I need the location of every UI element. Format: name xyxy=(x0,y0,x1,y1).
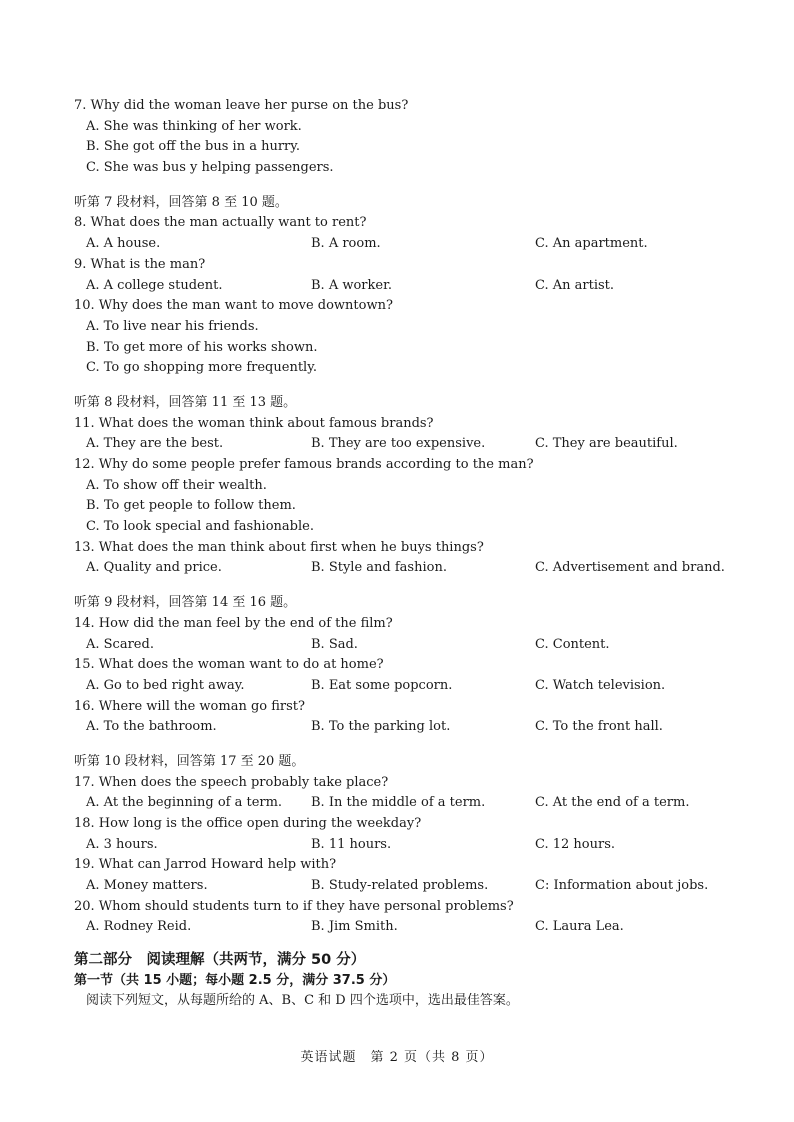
q14-option-a: A. Scared. xyxy=(86,636,154,652)
q11-option-a: A. They are the best. xyxy=(86,436,224,452)
q20-option-c: C. Laura Lea. xyxy=(535,919,624,935)
q19-option-c: C: Information about jobs. xyxy=(535,878,709,894)
q8-option-c: C. An apartment. xyxy=(535,236,648,252)
question-15: 15. What does the woman want to do at home? xyxy=(74,657,384,673)
q8-option-b: B. A room. xyxy=(311,236,381,252)
q16-options xyxy=(74,717,734,738)
q13-option-a: A. Quality and price. xyxy=(86,560,222,576)
q14-option-c: C. Content. xyxy=(535,636,610,652)
q10-option-c: C. To go shopping more frequently. xyxy=(86,360,317,376)
q15-option-a: A. Go to bed right away. xyxy=(86,677,245,693)
question-7: 7. Why did the woman leave her purse on the bus? xyxy=(74,98,409,113)
q7-option-a: A. She was thinking of her work. xyxy=(86,118,302,134)
q10-option-a: A. To live near his friends. xyxy=(86,318,259,334)
part-2-title: 第二部分 阅读理解（共两节，满分 50 分） xyxy=(74,952,366,969)
section-7-header: 听第 7 段材料，回答第 8 至 10 题。 xyxy=(74,194,288,210)
q18-option-a: A. 3 hours. xyxy=(86,836,158,852)
q7-option-c: C. She was bus y helping passengers. xyxy=(86,160,334,176)
question-16: 16. Where will the woman go first? xyxy=(74,698,305,714)
q20-option-a: A. Rodney Reid. xyxy=(86,919,192,935)
q9-option-c: C. An artist. xyxy=(535,277,615,293)
q13-options xyxy=(74,558,734,579)
section-10-header: 听第 10 段材料，回答第 17 至 20 题。 xyxy=(74,753,305,769)
q12-option-c: C. To look special and fashionable. xyxy=(86,519,314,535)
q18-options xyxy=(74,835,734,856)
q9-option-b: B. A worker. xyxy=(311,277,392,293)
q16-option-b: B. To the parking lot. xyxy=(311,719,451,735)
question-20: 20. Whom should students turn to if they have personal problems? xyxy=(74,898,514,914)
q13-option-b: B. Style and fashion. xyxy=(311,560,447,576)
section-9-header: 听第 9 段材料，回答第 14 至 16 题。 xyxy=(74,595,297,611)
q16-option-a: A. To the bathroom. xyxy=(86,719,217,735)
page-footer: 英语试题 第 2 页（共 8 页） xyxy=(300,1050,494,1065)
q17-option-b: B. In the middle of a term. xyxy=(311,795,486,811)
q15-option-c: C. Watch television. xyxy=(535,677,666,693)
question-13: 13. What does the man think about first when he buys things? xyxy=(74,539,484,555)
q19-options xyxy=(74,876,734,897)
question-14: 14. How did the man feel by the end of the film? xyxy=(74,615,393,631)
q8-options xyxy=(74,234,734,255)
q10-option-b: B. To get more of his works shown. xyxy=(86,339,318,355)
q9-options xyxy=(74,276,734,297)
q17-option-a: A. At the beginning of a term. xyxy=(86,795,283,811)
q11-option-b: B. They are too expensive. xyxy=(311,436,486,452)
question-19: 19. What can Jarrod Howard help with? xyxy=(74,857,337,873)
q17-options xyxy=(74,793,734,814)
question-9: 9. What is the man? xyxy=(74,256,206,272)
q18-option-c: C. 12 hours. xyxy=(535,836,616,852)
q20-options xyxy=(74,917,734,938)
q8-option-a: A. A house. xyxy=(86,236,161,252)
q11-option-c: C. They are beautiful. xyxy=(535,436,678,452)
q9-option-a: A. A college student. xyxy=(86,277,223,293)
q15-options xyxy=(74,676,734,697)
q13-option-c: C. Advertisement and brand. xyxy=(535,560,725,576)
question-10: 10. Why does the man want to move downtown? xyxy=(74,298,393,314)
section-8-header: 听第 8 段材料，回答第 11 至 13 题。 xyxy=(74,394,297,410)
q12-option-b: B. To get people to follow them. xyxy=(86,498,296,514)
question-8: 8. What does the man actually want to rent? xyxy=(74,215,367,231)
q15-option-b: B. Eat some popcorn. xyxy=(311,677,453,693)
q7-option-b: B. She got off the bus in a hurry. xyxy=(86,139,301,155)
page-content xyxy=(74,96,734,1012)
q12-option-a: A. To show off their wealth. xyxy=(86,477,267,493)
question-17: 17. When does the speech probably take place? xyxy=(74,774,389,790)
part-2-instruction: 阅读下列短文，从每题所给的 A、B、C 和 D 四个选项中，选出最佳答案。 xyxy=(86,993,519,1009)
q18-option-b: B. 11 hours. xyxy=(311,836,392,852)
q20-option-b: B. Jim Smith. xyxy=(311,919,398,935)
q17-option-c: C. At the end of a term. xyxy=(535,795,690,811)
question-11: 11. What does the woman think about famous brands? xyxy=(74,415,434,431)
question-12: 12. Why do some people prefer famous brands according to the man? xyxy=(74,457,534,472)
part-2-section-1-title: 第一节（共 15 小题；每小题 2.5 分，满分 37.5 分） xyxy=(74,973,396,989)
question-18: 18. How long is the office open during the weekday? xyxy=(74,816,422,831)
q19-option-a: A. Money matters. xyxy=(86,878,208,894)
q11-options xyxy=(74,434,734,455)
q14-options xyxy=(74,635,734,656)
q16-option-c: C. To the front hall. xyxy=(535,719,663,735)
q14-option-b: B. Sad. xyxy=(311,636,358,652)
q19-option-b: B. Study-related problems. xyxy=(311,878,489,894)
